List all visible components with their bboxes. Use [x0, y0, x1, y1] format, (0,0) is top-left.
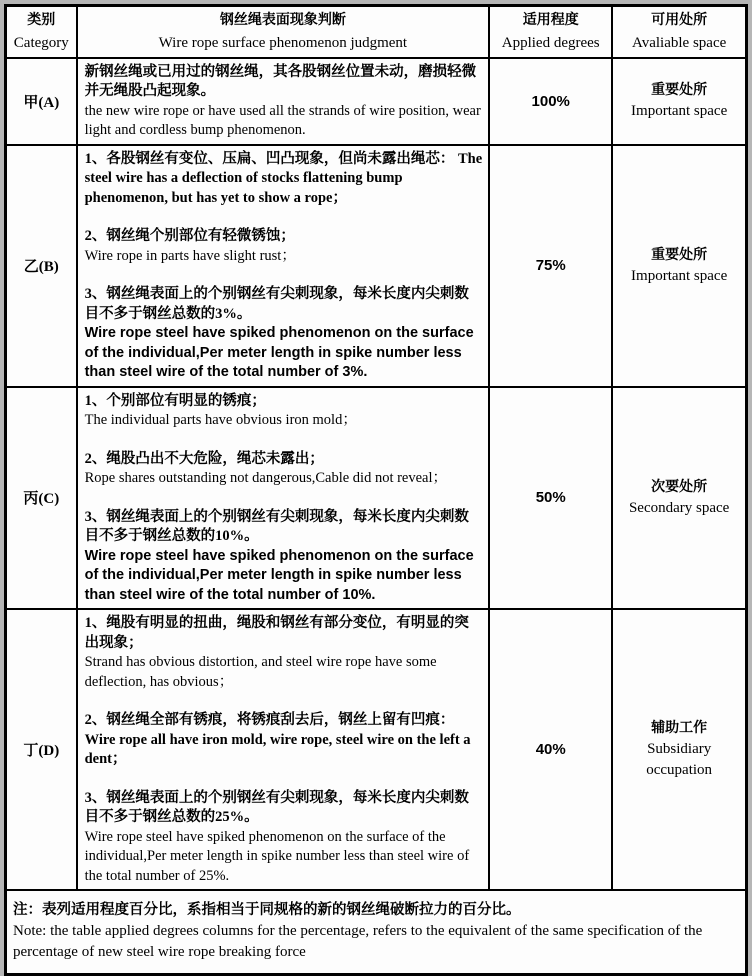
judgment-d-item2: 2、钢丝绳全部有锈痕，将锈痕刮去后，钢丝上留有凹痕： Wire rope all have iron mold, wire rope, steel wire on the left a dent；: [84, 712, 471, 767]
degree-cell-c: 50%: [489, 387, 612, 610]
judgment-c-item2-cn: 2、绳股凸出不大危险，绳芯未露出；: [84, 450, 324, 467]
table-header-row: [6, 6, 747, 58]
header-category-en: Category: [13, 34, 69, 51]
header-category-cn: 类别: [27, 12, 56, 28]
degree-cell-b: 75%: [489, 145, 612, 387]
judgment-cell-b: [77, 145, 490, 387]
space-d-en: Subsidiary occupation: [646, 741, 713, 778]
space-b-cn: 重要处所: [651, 247, 708, 263]
judgment-b-item3-cn: 3、钢丝绳表面上的个别钢丝有尖刺现象，每米长度内尖刺数目不多于钢丝总数的3%。: [84, 286, 469, 322]
judgment-d-item3-en: Wire rope steel have spiked phenomenon on the surface of the individual,Per meter length in spike number less than steel wire of the total number of 25%.: [84, 828, 470, 884]
category-cell-d: 丁(D): [6, 609, 77, 890]
judgment-d-item1-en: Strand has obvious distortion, and steel wire rope have some deflection, has obvious；: [84, 654, 437, 690]
header-judgment: [77, 6, 490, 58]
category-cell-b: 乙(B): [6, 145, 77, 387]
degree-cell-a: 100%: [489, 58, 612, 145]
space-d-cn: 辅助工作: [651, 721, 708, 736]
wire-rope-judgment-table: [4, 4, 748, 976]
header-degree-cn: 适用程度: [522, 12, 579, 28]
header-category: [6, 6, 77, 58]
space-c-en: Secondary space: [628, 499, 730, 516]
degree-cell-d: 40%: [489, 609, 612, 890]
judgment-b-item2-cn: 2、钢丝绳个别部位有轻微锈蚀；: [84, 228, 295, 244]
judgment-d-item3-cn: 3、钢丝绳表面上的个别钢丝有尖刺现象，每米长度内尖刺数目不多于钢丝总数的25%。: [84, 789, 469, 825]
space-b-en: Important space: [631, 267, 728, 284]
header-degree-en: Applied degrees: [501, 34, 600, 51]
judgment-b-item1: 1、各股钢丝有变位、压扁、凹凸现象，但尚未露出绳芯： The steel wire has a deflection of stocks flattening bump phenomenon, but has yet to show a rope；: [84, 150, 483, 206]
table-row-d: [6, 609, 747, 890]
header-space-cn: 可用处所: [651, 12, 708, 28]
header-judgment-cn: 钢丝绳表面现象判断: [219, 12, 346, 28]
judgment-cell-a: [77, 58, 490, 145]
table-row-b: [6, 145, 747, 387]
judgment-b-item3-en: Wire rope steel have spiked phenomenon on the surface of the individual,Per meter length in spike number less than steel wire of the total number of 3%.: [84, 325, 474, 380]
judgment-cell-d: [77, 609, 490, 890]
category-cell-c: 丙(C): [6, 387, 77, 610]
space-cell-b: [612, 145, 746, 387]
judgment-c-item3-cn: 3、钢丝绳表面上的个别钢丝有尖刺现象，每米长度内尖刺数目不多于钢丝总数的10%。: [84, 508, 469, 544]
judgment-d-item1-cn: 1、绳股有明显的扭曲，绳股和钢丝有部分变位，有明显的突出现象；: [84, 615, 469, 651]
category-cell-a: 甲(A): [6, 58, 77, 145]
note-cell: [6, 890, 747, 974]
header-degree: [489, 6, 612, 58]
space-c-cn: 次要处所: [651, 479, 708, 495]
header-space: [612, 6, 746, 58]
header-judgment-en: Wire rope surface phenomenon judgment: [158, 34, 408, 51]
space-cell-c: [612, 387, 746, 610]
space-a-cn: 重要处所: [651, 83, 708, 98]
space-a-en: Important space: [631, 103, 728, 119]
judgment-c-item3-en: Wire rope steel have spiked phenomenon on the surface of the individual,Per meter length in spike number less than steel wire of the total number of 10%.: [84, 547, 474, 603]
judgment-a-en: the new wire rope or have used all the strands of wire position, wear light and cordless bump phenomenon.: [84, 102, 481, 138]
table-note-row: [6, 890, 747, 974]
judgment-c-item1-cn: 1、个别部位有明显的锈痕；: [84, 392, 266, 409]
judgment-b-item2-en: Wire rope in parts have slight rust；: [84, 247, 296, 264]
note-cn: 注：表列适用程度百分比，系指相当于同规格的新的钢丝绳破断拉力的百分比。: [13, 902, 521, 918]
header-space-en: Avaliable space: [632, 34, 727, 51]
table-row-a: [6, 58, 747, 145]
table-row-c: [6, 387, 747, 610]
space-cell-a: [612, 58, 746, 145]
space-cell-d: [612, 609, 746, 890]
judgment-a-cn: 新钢丝绳或已用过的钢丝绳，其各股钢丝位置未动，磨损轻微并无绳股凸起现象。: [84, 63, 477, 99]
note-en: Note: the table applied degrees columns for the percentage, refers to the equivalent of the same specification of the percentage of new steel wire rope breaking force: [13, 923, 703, 960]
judgment-c-item1-en: The individual parts have obvious iron mold；: [84, 412, 357, 428]
judgment-cell-c: [77, 387, 490, 610]
judgment-c-item2-en: Rope shares outstanding not dangerous,Cable did not reveal；: [84, 470, 448, 486]
